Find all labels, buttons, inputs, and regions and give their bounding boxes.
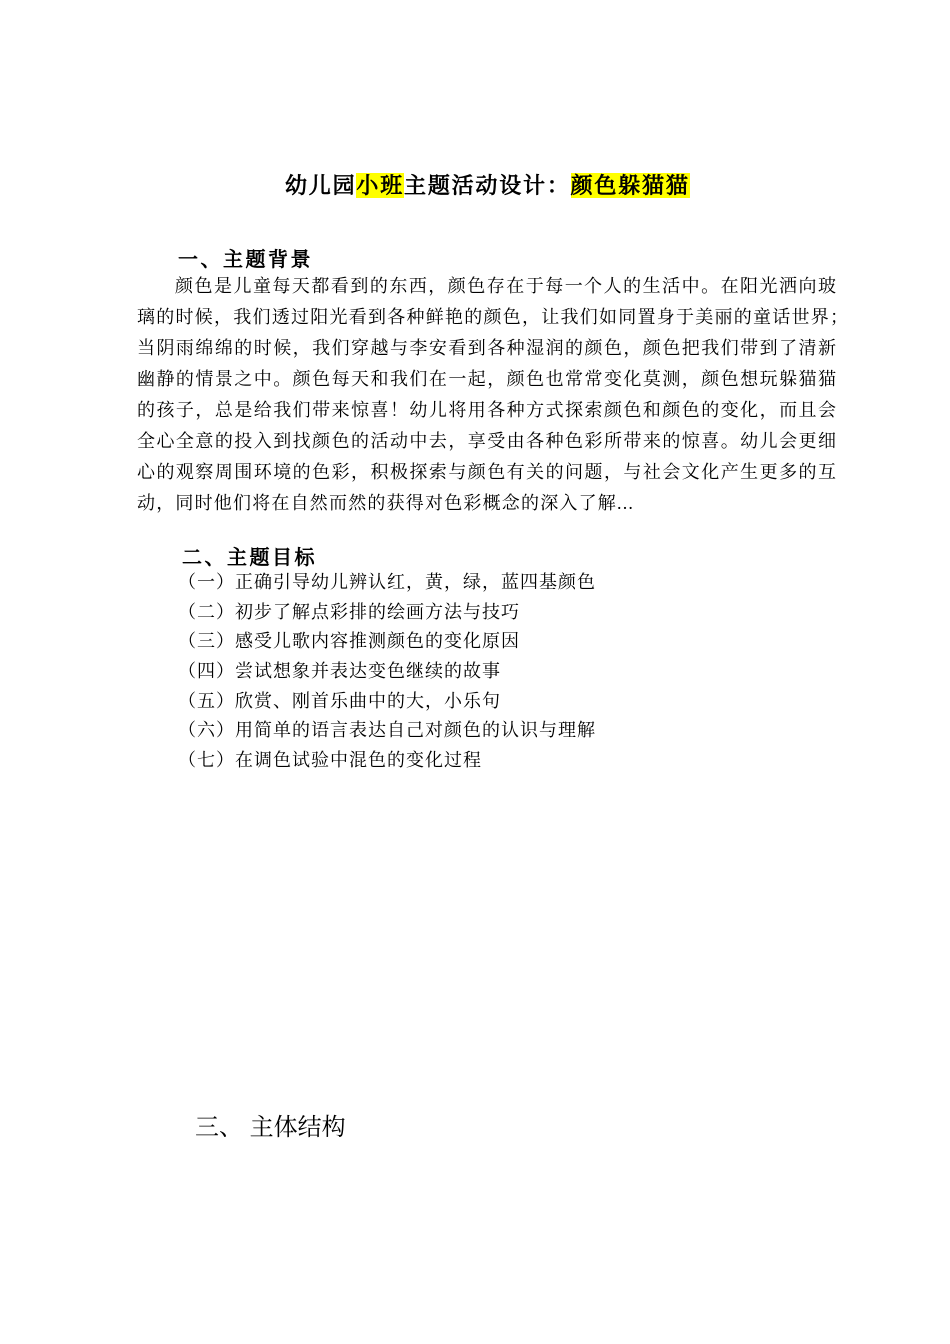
goal-item: （一）正确引导幼儿辨认红，黄，绿，蓝四基颜色 [178, 572, 596, 592]
paragraph-line: 幽静的情景之中。颜色每天和我们在一起，颜色也常常变化莫测，颜色想玩躲猫猫 [137, 369, 836, 389]
title-prefix: 幼儿园 [285, 173, 357, 198]
document-title [285, 171, 690, 201]
paragraph-line: 的孩子，总是给我们带来惊喜！幼儿将用各种方式探索颜色和颜色的变化，而且会 [137, 400, 836, 420]
paragraph-line: 璃的时候，我们透过阳光看到各种鲜艳的颜色，让我们如同置身于美丽的童话世界； [137, 307, 848, 327]
goal-item: （三）感受儿歌内容推测颜色的变化原因 [178, 631, 520, 652]
goal-item: （二）初步了解点彩排的绘画方法与技巧 [178, 601, 520, 622]
title-middle: 主题活动设计： [404, 173, 571, 198]
section-heading-goals: 二、主题目标 [182, 547, 317, 569]
paragraph-line: 颜色是儿童每天都看到的东西，颜色存在于每一个人的生活中。在阳光洒向玻 [175, 276, 836, 296]
paragraph-line: 心的观察周围环境的色彩，积极探索与颜色有关的问题，与社会文化产生更多的互 [137, 462, 836, 482]
section-heading-structure: 三、 主体结构 [195, 1114, 346, 1141]
paragraph-line: 动，同时他们将在自然而然的获得对色彩概念的深入了解... [137, 493, 635, 513]
title-class-level-highlight: 小班 [356, 173, 405, 198]
paragraph-line: 全心全意的投入到找颜色的活动中去，享受由各种色彩所带来的惊喜。幼儿会更细 [137, 431, 836, 451]
goal-item: （六）用简单的语言表达自己对颜色的认识与理解 [178, 720, 596, 741]
goals-list [178, 568, 596, 776]
goal-item: （七）在调色试验中混色的变化过程 [178, 750, 482, 771]
section-heading-background: 一、主题背景 [178, 249, 313, 271]
goal-item: （五）欣赏、刚首乐曲中的大，小乐句 [178, 690, 501, 711]
paragraph-line: 当阴雨绵绵的时候，我们穿越与李安看到各种湿润的颜色，颜色把我们带到了清新 [137, 338, 836, 358]
title-theme-name-highlight: 颜色躲猫猫 [570, 173, 690, 198]
goal-item: （四）尝试想象并表达变色继续的故事 [178, 661, 501, 682]
background-paragraph [137, 271, 848, 519]
